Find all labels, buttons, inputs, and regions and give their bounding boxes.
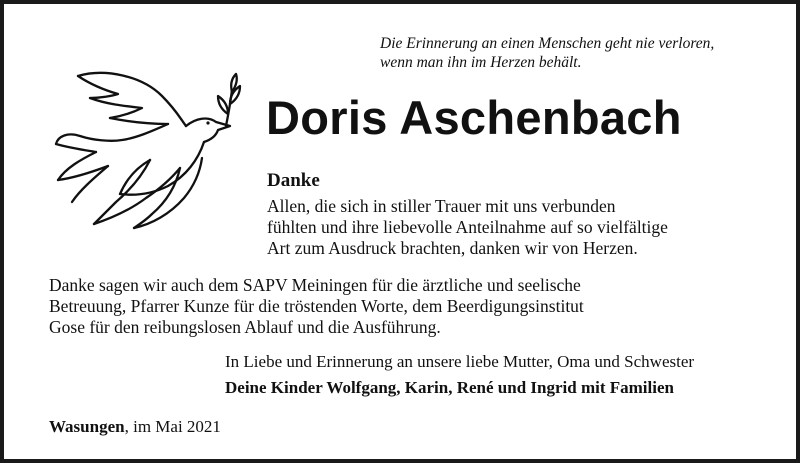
memorial-quote [380, 34, 780, 72]
place-and-date [49, 416, 221, 438]
memorial-quote-line-1: Die Erinnerung an einen Menschen geht nie verloren, [380, 35, 715, 52]
deceased-name: Doris Aschenbach [266, 91, 682, 144]
additional-thanks-paragraph [49, 275, 584, 338]
additional-thanks-line: Betreuung, Pfarrer Kunze für die tröstenden Worte, dem Beerdigungsinstitut [49, 296, 584, 316]
place-name: Wasungen [49, 417, 125, 436]
additional-thanks-line: Danke sagen wir auch dem SAPV Meiningen für die ärztliche und seelische [49, 275, 581, 295]
closing-line: In Liebe und Erinnerung an unsere liebe Mutter, Oma und Schwester [225, 352, 695, 371]
family-signature: Deine Kinder Wolfgang, Karin, René und Ingrid mit Familien [225, 378, 674, 397]
date-text: , im Mai 2021 [124, 417, 221, 436]
thanks-line: Art zum Ausdruck brachten, danken wir von Herzen. [267, 238, 638, 258]
thanks-heading: Danke [267, 170, 320, 191]
thanks-line: Allen, die sich in stiller Trauer mit uns verbunden [267, 196, 616, 216]
thanks-line: fühlten und ihre liebevolle Anteilnahme auf so vielfältige [267, 217, 668, 237]
memorial-quote-line-2: wenn man ihn im Herzen behält. [380, 54, 582, 71]
thanks-paragraph [267, 196, 668, 259]
dove-with-olive-branch-icon [50, 68, 250, 234]
additional-thanks-line: Gose für den reibungslosen Ablauf und die Ausführung. [49, 317, 441, 337]
